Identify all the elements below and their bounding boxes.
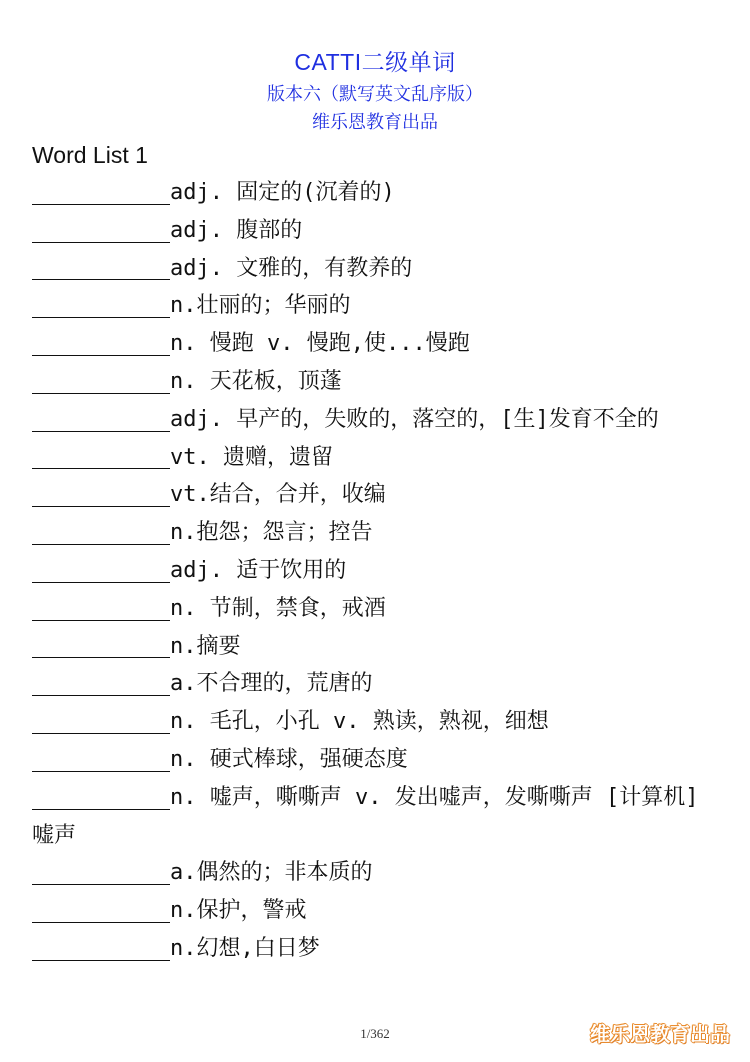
vocab-entry [32, 363, 722, 401]
definition-text: n.壮丽的；华丽的 [170, 293, 351, 319]
vocab-entry [32, 325, 722, 363]
definition-text: a.不合理的，荒唐的 [170, 671, 373, 697]
document-title: CATTI二级单词 [294, 49, 456, 75]
publisher-line: 维乐恩教育出品 [312, 112, 438, 132]
vocab-entry [32, 476, 722, 514]
definition-text: n.保护，警戒 [170, 898, 307, 924]
definition-text: adj. 文雅的，有教养的 [170, 255, 413, 281]
definition-text: adj. 适于饮用的 [170, 557, 347, 583]
answer-blank [32, 329, 170, 356]
vocabulary-list [32, 174, 722, 968]
vocab-entry [32, 514, 722, 552]
answer-blank [32, 631, 170, 658]
answer-blank [32, 178, 170, 205]
vocab-entry [32, 665, 722, 703]
definition-text: n. 天花板，顶蓬 [170, 368, 342, 394]
definition-text: adj. 固定的(沉着的) [170, 180, 395, 205]
page-number: 1/362 [360, 1026, 390, 1041]
vocab-entry [32, 174, 722, 212]
answer-blank [32, 556, 170, 583]
definition-text: n.抱怨；怨言；控告 [170, 520, 373, 546]
vocab-entry [32, 287, 722, 325]
definition-text: adj. 腹部的 [170, 217, 303, 243]
answer-blank [32, 934, 170, 961]
vocab-entry [32, 590, 722, 628]
definition-text: n. 硬式棒球，强硬态度 [170, 746, 408, 772]
vocab-entry [32, 892, 722, 930]
answer-blank [32, 442, 170, 469]
vocab-entry [32, 552, 722, 590]
vocab-entry [32, 930, 722, 968]
answer-blank [32, 858, 170, 885]
answer-blank [32, 707, 170, 734]
definition-text: n. 慢跑 v. 慢跑,使...慢跑 [170, 331, 470, 357]
answer-blank [32, 669, 170, 696]
publisher-watermark: 维乐恩教育出品 [590, 1022, 730, 1046]
vocab-entry [32, 401, 722, 439]
answer-blank [32, 405, 170, 432]
definition-text: vt. 遗赠，遗留 [170, 444, 333, 470]
word-list-heading: Word List 1 [32, 142, 148, 168]
vocab-entry [32, 779, 722, 855]
answer-blank [32, 367, 170, 394]
answer-blank [32, 594, 170, 621]
answer-blank [32, 896, 170, 923]
version-subtitle: 版本六（默写英文乱序版） [267, 84, 483, 104]
definition-text: n.幻想,白日梦 [170, 935, 320, 961]
definition-text: a.偶然的；非本质的 [170, 860, 373, 886]
vocab-entry [32, 439, 722, 477]
answer-blank [32, 216, 170, 243]
answer-blank [32, 783, 170, 810]
answer-blank [32, 518, 170, 545]
definition-text: n.摘要 [170, 633, 241, 659]
answer-blank [32, 745, 170, 772]
answer-blank [32, 480, 170, 507]
vocab-entry [32, 212, 722, 250]
answer-blank [32, 291, 170, 318]
answer-blank [32, 253, 170, 280]
definition-text: vt.结合，合并，收编 [170, 482, 386, 508]
definition-text: adj. 早产的，失败的，落空的，[生]发育不全的 [170, 406, 659, 432]
vocab-entry [32, 703, 722, 741]
definition-text: n. 毛孔，小孔 v. 熟读，熟视，细想 [170, 709, 549, 735]
vocab-entry [32, 854, 722, 892]
vocab-entry [32, 250, 722, 288]
vocab-entry [32, 741, 722, 779]
definition-text: n. 节制，禁食，戒酒 [170, 595, 386, 621]
vocab-entry [32, 628, 722, 666]
definition-text: n. 嘘声，嘶嘶声 v. 发出嘘声，发嘶嘶声 [计算机] 嘘声 [32, 784, 699, 848]
